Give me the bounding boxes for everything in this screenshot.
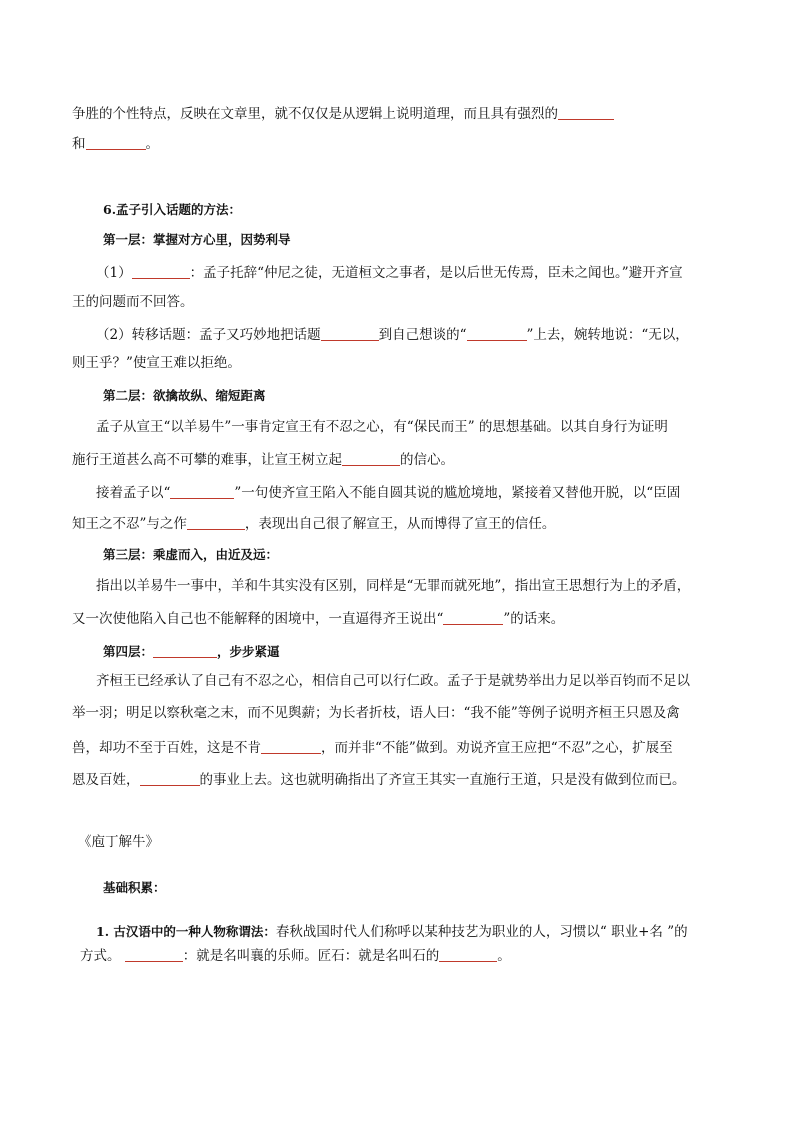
text: （2）转移话题：孟子又巧妙地把话题	[96, 327, 321, 343]
text: ，步步紧逼	[217, 644, 280, 659]
text-line	[96, 327, 689, 343]
text: ：孟子托辞“仲尼之徒，无道桓文之事者，是以后世无传焉，臣未之闻也。”避开齐宣	[189, 265, 683, 281]
text: 春秋战国时代人们称呼以某种技艺为职业的人，习惯以“ 职业+名 ”的	[275, 924, 688, 940]
fill-blank[interactable]	[321, 327, 379, 341]
text: 王的问题而不回答。	[72, 294, 194, 310]
text: ”的话来。	[503, 611, 565, 627]
text-line	[72, 296, 194, 310]
text: 基础积累：	[103, 880, 166, 895]
text: 第二层：欲擒故纵、缩短距离	[103, 388, 266, 403]
text-line	[72, 611, 564, 627]
text: 接着孟子以“	[96, 485, 171, 501]
text: 举一羽；明足以察秋毫之末，而不见舆薪；为长者折枝，语人曰：“我不能”等例子说明齐桓王只恩及禽	[72, 705, 680, 721]
text-line	[72, 740, 673, 756]
text: 则王乎？”使宣王难以拒绝。	[72, 355, 241, 371]
subheading	[103, 549, 278, 562]
text: ，表现出自己很了解宣王，从而博得了宣王的信任。	[244, 516, 556, 532]
text: ”上去，婉转地说：“无以，	[526, 327, 689, 343]
text: 争胜的个性特点，反映在文章里，就不仅仅是从逻辑上说明道理，而且具有强烈的	[72, 106, 558, 122]
fill-blank[interactable]	[125, 948, 183, 962]
subheading	[103, 390, 266, 403]
text: ：就是名叫襄的乐师。匠石：就是名叫石的	[182, 948, 440, 964]
fill-blank[interactable]	[86, 136, 146, 150]
text-line	[72, 106, 614, 122]
text: ”一句使齐宣王陷入不能自圆其说的尴尬境地，紧接着又替他开脱，以“臣固	[234, 485, 681, 501]
text: ，而并非“不能”做到。劝说齐宣王应把“不忍”之心，扩展至	[321, 740, 673, 756]
fill-blank[interactable]	[443, 611, 503, 625]
fill-blank[interactable]	[261, 740, 321, 754]
text-line	[96, 265, 683, 281]
text: 。	[145, 136, 159, 152]
fill-blank[interactable]	[140, 772, 200, 786]
text: 6.孟子引入话题的方法：	[103, 202, 242, 217]
text-line	[72, 136, 159, 152]
text-line	[96, 485, 680, 501]
text-line	[72, 452, 454, 468]
text: 又一次使他陷入自己也不能解释的困境中，一直逼得齐王说出“	[72, 611, 444, 627]
fill-blank[interactable]	[467, 327, 527, 341]
text-line	[96, 675, 690, 689]
text: 第三层：乘虚而入，由近及远：	[103, 547, 279, 562]
fill-blank[interactable]	[153, 644, 217, 658]
text: 指出以羊易牛一事中，羊和牛其实没有区别，同样是“无罪而就死地”，指出宣王思想行为上的矛盾，	[96, 578, 691, 594]
fill-blank[interactable]	[439, 948, 497, 962]
text: 第一层：掌握对方心里，因势利导	[103, 232, 291, 247]
text: 方式。	[80, 948, 125, 964]
text-line	[96, 421, 668, 435]
fill-blank[interactable]	[170, 485, 234, 499]
text-line	[72, 707, 680, 721]
text: 和	[72, 136, 86, 152]
text-line	[96, 926, 688, 940]
fill-blank[interactable]	[187, 516, 245, 530]
text: 《庖丁解牛》	[78, 834, 159, 850]
text-line	[96, 580, 690, 594]
text: 1. 古汉语中的一种人物称谓法：	[96, 924, 276, 939]
text: 齐桓王已经承认了自己有不忍之心，相信自己可以行仁政。孟子于是就势举出力足以举百钧而不足以	[96, 673, 690, 689]
fill-blank[interactable]	[558, 106, 614, 120]
text: 孟子从宣王“以羊易牛”一事肯定宣王有不忍之心，有“保民而王” 的思想基础。以其自身行为证明	[96, 419, 668, 435]
text: 到自己想谈的“	[378, 327, 467, 343]
subheading	[103, 234, 291, 247]
text: （1）	[96, 265, 132, 281]
text-line	[72, 516, 555, 532]
text: 第四层：	[103, 644, 154, 659]
text: 恩及百姓，	[72, 772, 140, 788]
text: 的信心。	[400, 452, 454, 468]
section-title	[78, 836, 159, 850]
text-line	[72, 772, 686, 788]
text-line	[80, 948, 511, 964]
fill-blank[interactable]	[132, 265, 190, 279]
text: 的事业上去。这也就明确指出了齐宣王其实一直施行王道，只是没有做到位而已。	[199, 772, 686, 788]
text: 知王之不忍”与之作	[72, 516, 187, 532]
text: 。	[497, 948, 511, 964]
text: 兽，却功不至于百姓，这是不肯	[72, 740, 261, 756]
subheading	[103, 644, 280, 659]
fill-blank[interactable]	[342, 452, 400, 466]
text: 施行王道甚么高不可攀的难事，让宣王树立起	[72, 452, 342, 468]
section-heading	[103, 204, 241, 217]
subheading	[103, 882, 166, 895]
text-line	[72, 357, 241, 371]
